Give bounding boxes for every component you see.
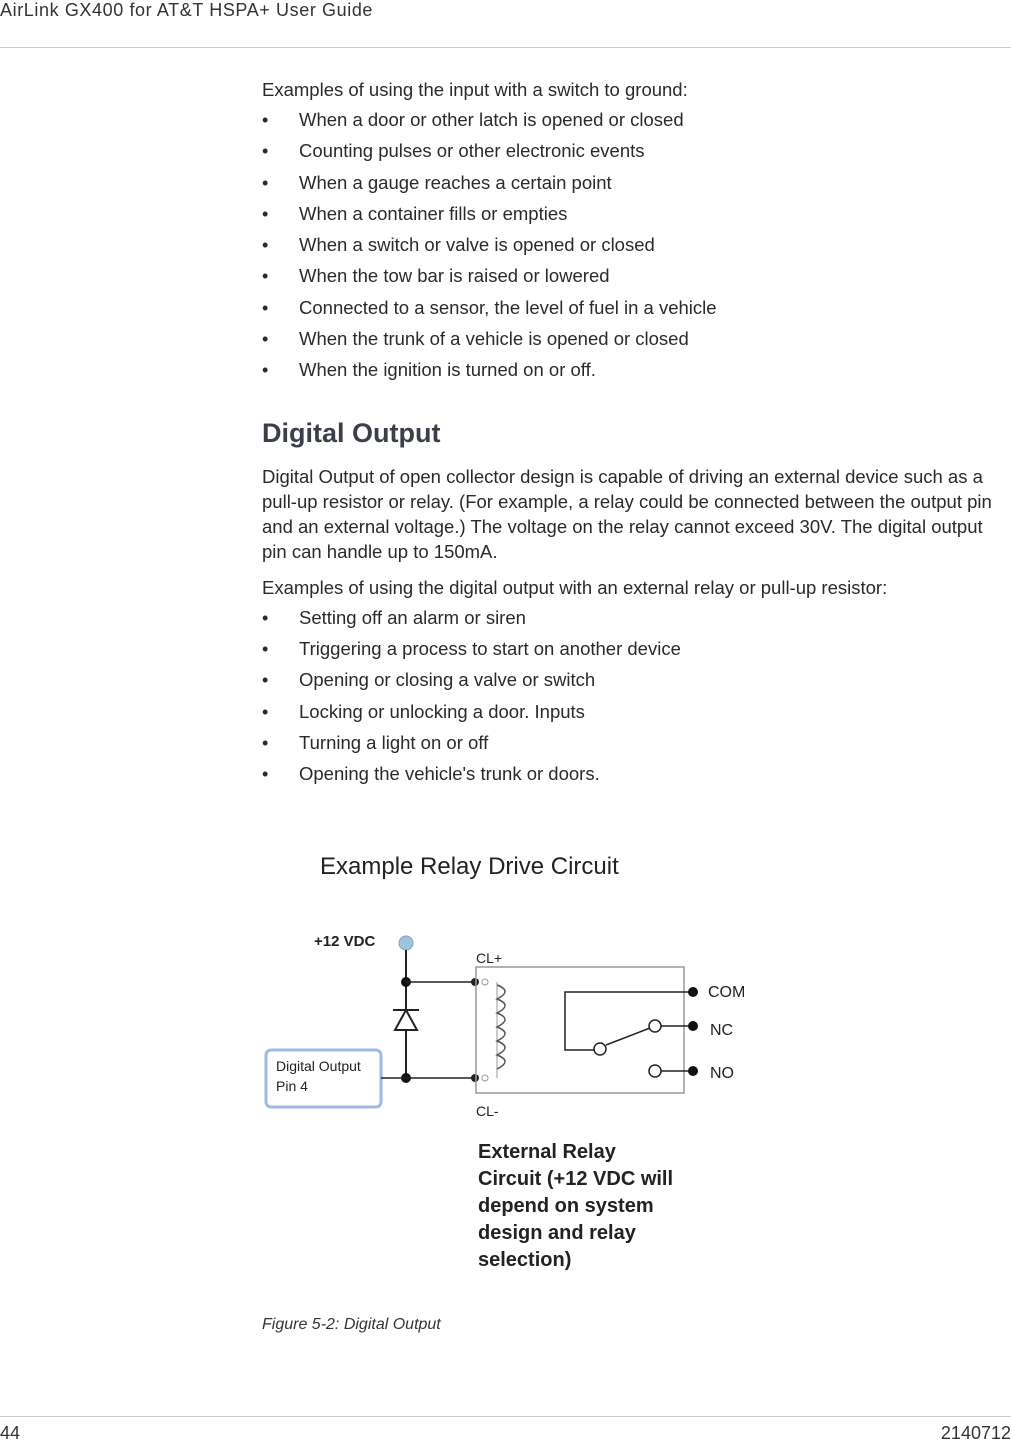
bullet-icon: • (262, 203, 269, 224)
bullet-icon: • (262, 732, 269, 753)
bullet-icon: • (262, 638, 269, 659)
com-label: COM (708, 984, 746, 1001)
output-examples-list (262, 606, 1007, 794)
cl-plus-label: CL+ (476, 950, 503, 966)
note-line-1: External Relay (478, 1141, 616, 1163)
coil-terminal-top-icon (482, 979, 488, 985)
document-number: 2140712 (940, 1423, 1011, 1443)
switch-pivot-icon (594, 1043, 606, 1055)
note-line-4: design and relay (478, 1222, 636, 1244)
figure-caption: Figure 5-2: Digital Output (262, 1316, 441, 1333)
digital-output-paragraph: Digital Output of open collector design is capable of driving an external device such as a pull-up resistor or relay. (For example, a relay could be connected between the output pin and an external voltage.) The voltage on the relay cannot exceed 30V. The digital output pin can handle up to 150mA. (262, 465, 992, 562)
list-item: • When a gauge reaches a certain point (262, 171, 612, 193)
no-terminal-icon (688, 1066, 698, 1076)
bullet-icon: • (262, 764, 269, 785)
bullet-icon: • (262, 172, 269, 193)
output-examples-intro: Examples of using the digital output with an external relay or pull-up resistor: (262, 576, 888, 598)
list-item: • Triggering a process to start on another device (262, 637, 681, 659)
vdc-label: +12 VDC (314, 933, 376, 950)
list-item: • Setting off an alarm or siren (262, 606, 526, 628)
cl-plus-node-icon (471, 978, 479, 986)
list-item: • Opening or closing a valve or switch (262, 669, 596, 691)
header-rule (0, 47, 1011, 48)
running-header: AirLink GX400 for AT&T HSPA+ User Guide (0, 0, 374, 20)
nc-terminal-icon (688, 1021, 698, 1031)
bullet-icon: • (262, 360, 269, 381)
switch-arm (606, 1028, 650, 1045)
input-examples-intro: Examples of using the input with a switch to ground: (262, 79, 688, 100)
list-item: • Counting pulses or other electronic events (262, 140, 645, 162)
output-box-label-2: Pin 4 (276, 1078, 308, 1094)
bullet-icon: • (262, 235, 269, 256)
input-examples-list (262, 108, 1007, 390)
list-item: • Opening the vehicle's trunk or doors. (262, 763, 600, 785)
list-item: • Connected to a sensor, the level of fuel in a vehicle (262, 296, 717, 318)
list-item: • When a switch or valve is opened or closed (262, 234, 655, 256)
cl-minus-label: CL- (476, 1103, 499, 1119)
note-line-2: Circuit (+12 VDC will (478, 1168, 674, 1190)
nc-contact-icon (649, 1020, 661, 1032)
main-content (262, 78, 1007, 793)
bullet-icon: • (262, 701, 269, 722)
bullet-icon: • (262, 607, 269, 628)
section-heading: Digital Output (262, 417, 441, 448)
bullet-icon: • (262, 141, 269, 162)
cl-minus-node-icon (471, 1074, 479, 1082)
relay-circuit-diagram (262, 840, 782, 1280)
figure-title: Example Relay Drive Circuit (320, 853, 619, 880)
vdc-terminal-icon (399, 936, 413, 950)
list-item: • When the tow bar is raised or lowered (262, 265, 610, 287)
list-item: • When a container fills or empties (262, 202, 568, 224)
output-box-label-1: Digital Output (276, 1058, 361, 1074)
diode-icon (395, 1010, 417, 1030)
no-contact-icon (649, 1065, 661, 1077)
list-item: • Turning a light on or off (262, 731, 489, 753)
com-wire (565, 992, 692, 1050)
relay-coil-icon (497, 985, 505, 1069)
list-item: • When the trunk of a vehicle is opened or closed (262, 328, 689, 350)
com-terminal-icon (688, 987, 698, 997)
relay-circuit-figure (262, 840, 782, 1280)
bullet-icon: • (262, 266, 269, 287)
coil-terminal-bottom-icon (482, 1075, 488, 1081)
bullet-icon: • (262, 297, 269, 318)
list-item: • When a door or other latch is opened or closed (262, 109, 684, 130)
nc-label: NC (710, 1022, 734, 1039)
list-item: • Locking or unlocking a door. Inputs (262, 700, 585, 722)
page-number: 44 (0, 1423, 21, 1443)
list-item: • When the ignition is turned on or off. (262, 359, 596, 381)
note-line-5: selection) (478, 1249, 572, 1271)
bullet-icon: • (262, 110, 269, 130)
note-line-3: depend on system (478, 1195, 654, 1217)
bullet-icon: • (262, 670, 269, 691)
no-label: NO (710, 1065, 734, 1082)
bullet-icon: • (262, 329, 269, 350)
footer-rule (0, 1416, 1011, 1417)
